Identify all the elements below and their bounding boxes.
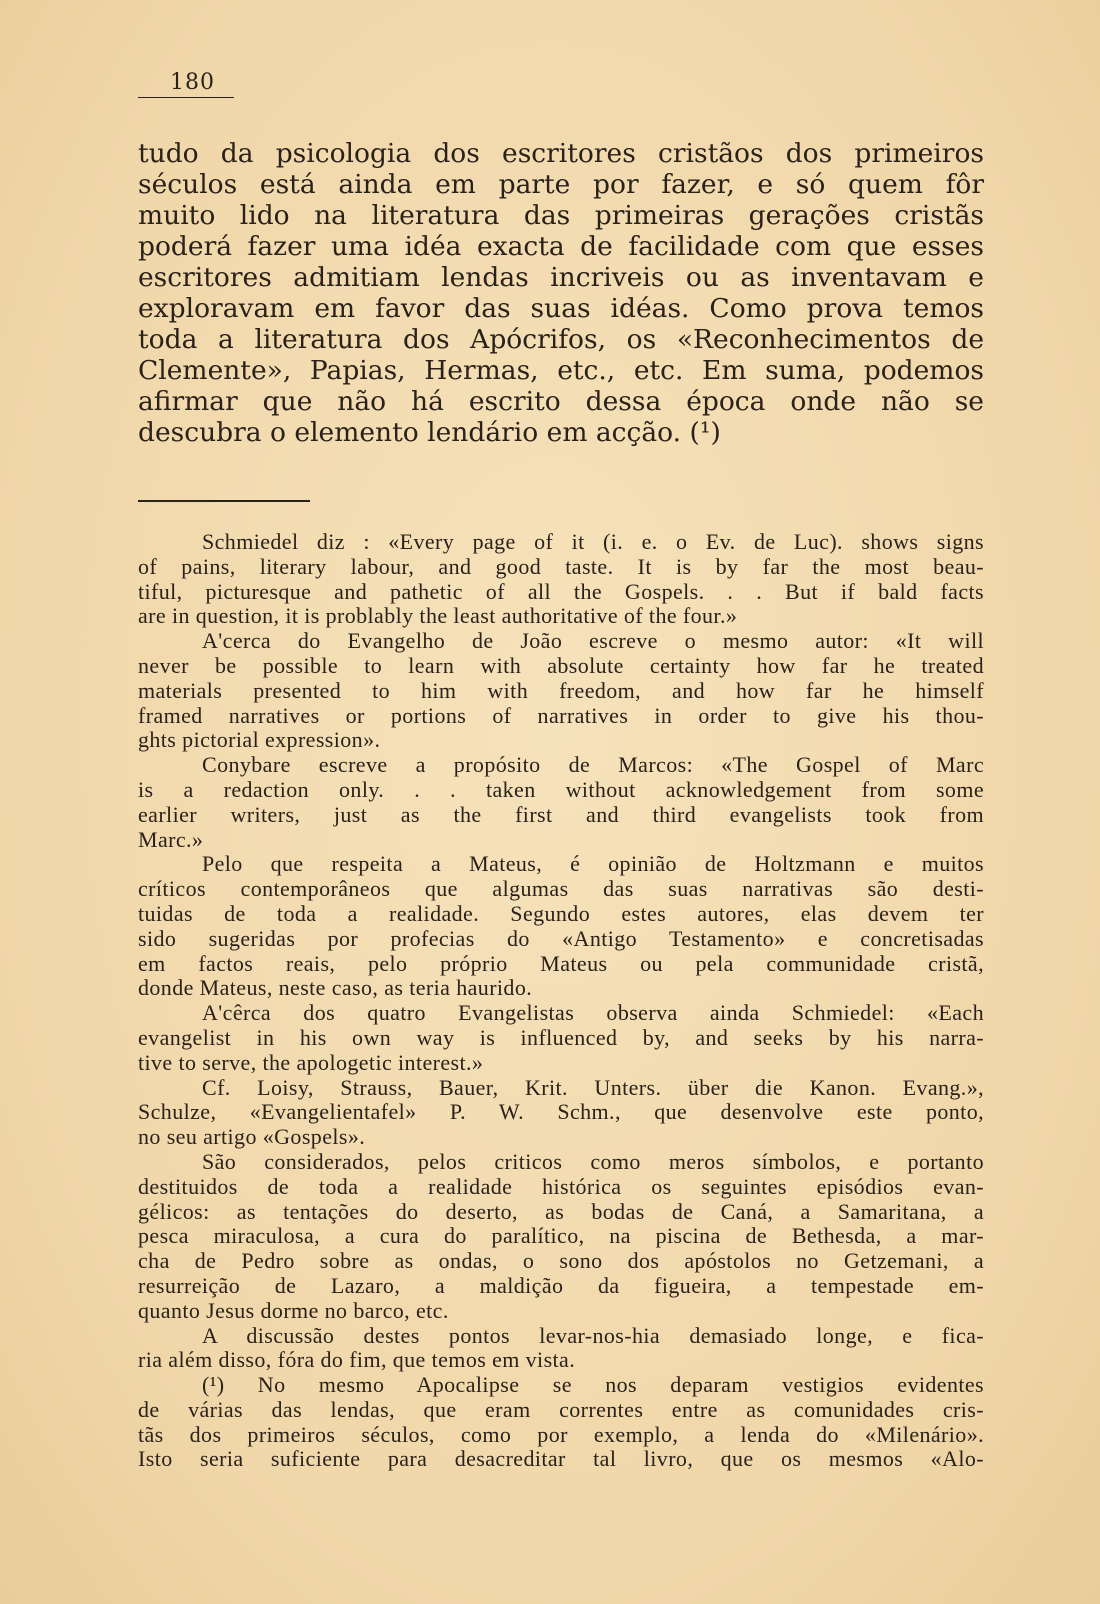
- note-line: Schmiedel diz : «Every page of it (i. e. o Ev. de Luc). shows signs: [202, 529, 984, 554]
- footnote-line: Isto seria suficiente para desacreditar tal livro, que os mesmos «Alo-: [138, 1446, 984, 1472]
- note-line: Schulze, «Evangelientafel» P. W. Schm., que desenvolve este ponto,: [138, 1099, 984, 1125]
- note-line: A'cêrca dos quatro Evangelistas observa ainda Schmiedel: «Each: [202, 1000, 984, 1026]
- note-line: A'cerca do Evangelho de João escreve o mesmo autor: «It will: [202, 628, 984, 654]
- note-line: framed narratives or portions of narratives in order to give his thou-: [138, 702, 984, 728]
- note-line: are in question, it is problably the least authoritative of the four.»: [138, 603, 738, 629]
- main-line: toda a literatura dos Apócrifos, os «Reconhecimentos de: [138, 324, 984, 355]
- main-line: Clemente», Papias, Hermas, etc., etc. Em suma, podemos: [138, 355, 984, 386]
- main-paragraph: [138, 138, 984, 448]
- note-line: materials presented to him with freedom, and how far he himself: [138, 677, 984, 703]
- note-line: quanto Jesus dorme no barco, etc.: [138, 1297, 449, 1323]
- page-number: 180: [138, 70, 234, 98]
- main-line: muito lido na literatura das primeiras gerações cristãs: [138, 200, 984, 231]
- note-line: never be possible to learn with absolute certainty how far he treated: [138, 652, 984, 678]
- note-line: em factos reais, pelo próprio Mateus ou pela communidade cristã,: [138, 950, 984, 976]
- main-line: exploravam em favor das suas idéas. Como prova temos: [138, 293, 984, 324]
- footnote-separator: [138, 500, 310, 502]
- note-line: A discussão destes pontos levar-nos-hia demasiado longe, e fica-: [202, 1322, 984, 1348]
- note-line: earlier writers, just as the first and third evangelists took from: [138, 801, 984, 827]
- note-line: of pains, literary labour, and good taste. It is by far the most beau-: [138, 553, 984, 579]
- note-line: resurreição de Lazaro, a maldição da figueira, a tempestade em-: [138, 1272, 984, 1298]
- notes-block: [138, 530, 984, 1472]
- note-line: Pelo que respeita a Mateus, é opinião de Holtzmann e muitos: [202, 851, 984, 877]
- note-line: ghts pictorial expression».: [138, 727, 381, 753]
- note-line: críticos contemporâneos que algumas das suas narrativas são desti-: [138, 876, 984, 902]
- note-line: ria além disso, fóra do fim, que temos em vista.: [138, 1347, 576, 1373]
- note-line: donde Mateus, neste caso, as teria haurido.: [138, 975, 533, 1001]
- footnote-line: de várias das lendas, que eram correntes entre as comunidades cris-: [138, 1396, 984, 1422]
- footnote-line: tãs dos primeiros séculos, como por exemplo, a lenda do «Milenário».: [138, 1421, 984, 1447]
- note-line: gélicos: as tentações do deserto, as bodas de Caná, a Samaritana, a: [138, 1198, 984, 1224]
- footnote-line: (¹) No mesmo Apocalipse se nos deparam vestigios evidentes: [202, 1372, 984, 1398]
- note-line: Cf. Loisy, Strauss, Bauer, Krit. Unters. über die Kanon. Evang.»,: [202, 1074, 984, 1100]
- note-line: sido sugeridas por profecias do «Antigo Testamento» e concretisadas: [138, 925, 984, 951]
- note-line: Marc.»: [138, 826, 204, 852]
- main-line: poderá fazer uma idéa exacta de facilidade com que esses: [138, 231, 984, 262]
- note-line: pesca miraculosa, a cura do paralítico, na piscina de Bethesda, a mar-: [138, 1223, 984, 1249]
- note-line: destituidos de toda a realidade histórica os seguintes episódios evan-: [138, 1173, 984, 1199]
- note-line: tiful, picturesque and pathetic of all the Gospels. . . But if bald facts: [138, 578, 984, 604]
- note-line: cha de Pedro sobre as ondas, o sono dos apóstolos no Getzemani, a: [138, 1248, 984, 1274]
- note-line: Conybare escreve a propósito de Marcos: «The Gospel of Marc: [202, 752, 984, 778]
- main-line: tudo da psicologia dos escritores cristãos dos primeiros: [138, 138, 984, 169]
- main-line: descubra o elemento lendário em acção. (¹): [138, 417, 721, 448]
- main-line: escritores admitiam lendas incriveis ou as inventavam e: [138, 262, 984, 293]
- note-line: tuidas de toda a realidade. Segundo estes autores, elas devem ter: [138, 900, 984, 926]
- note-line: São considerados, pelos criticos como meros símbolos, e portanto: [202, 1148, 984, 1174]
- note-line: no seu artigo «Gospels».: [138, 1124, 366, 1150]
- main-line: séculos está ainda em parte por fazer, e só quem fôr: [138, 169, 984, 200]
- note-line: is a redaction only. . . taken without acknowledgement from some: [138, 776, 984, 802]
- note-line: evangelist in his own way is influenced by, and seeks by his narra-: [138, 1024, 984, 1050]
- note-line: tive to serve, the apologetic interest.»: [138, 1049, 484, 1075]
- main-line: afirmar que não há escrito dessa época onde não se: [138, 386, 984, 417]
